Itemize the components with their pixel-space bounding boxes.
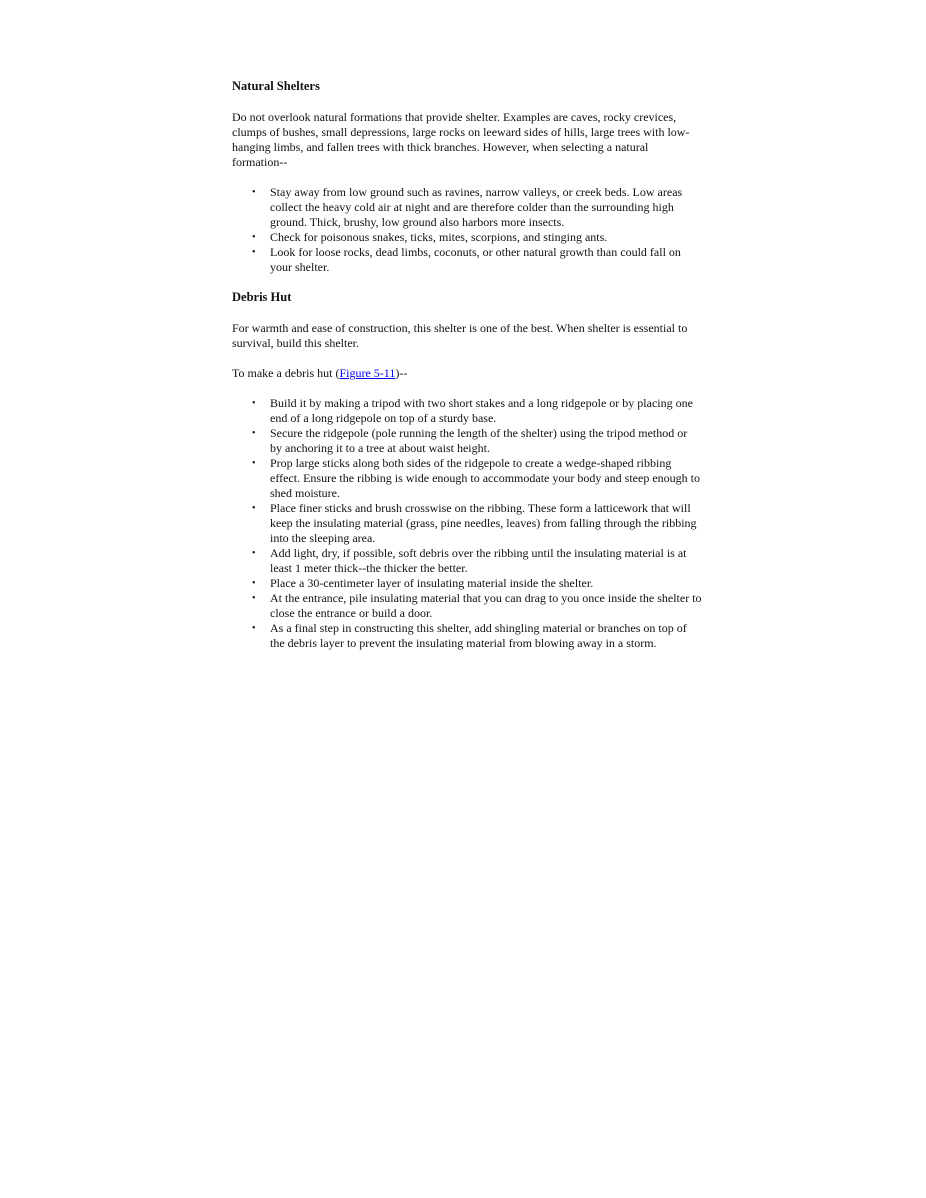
list-item-text: As a final step in constructing this shelter, add shingling material or branches on top of the debris layer to prevent the insulating material from blowing away in a storm.	[270, 621, 687, 650]
list-item-text: Look for loose rocks, dead limbs, coconuts, or other natural growth than could fall on your shelter.	[270, 245, 681, 274]
list-item-text: Stay away from low ground such as ravines, narrow valleys, or creek beds. Low areas collect the heavy cold air at night and are therefore colder than the surrounding high ground. Thick, brushy, low ground also harbors more insects.	[270, 185, 683, 229]
make-prefix: To make a debris hut (	[232, 366, 340, 380]
list-item	[232, 230, 702, 245]
list-item	[232, 456, 702, 501]
document-page	[232, 78, 702, 651]
bullet-icon: •	[252, 548, 256, 559]
debris-hut-list	[232, 396, 702, 651]
debris-hut-heading: Debris Hut	[232, 290, 292, 304]
bullet-icon: •	[252, 398, 256, 409]
list-item	[232, 185, 702, 230]
make-suffix: )--	[395, 366, 408, 380]
list-item	[232, 426, 702, 456]
bullet-icon: •	[252, 593, 256, 604]
list-item	[232, 591, 702, 621]
list-item	[232, 501, 702, 546]
bullet-icon: •	[252, 623, 256, 634]
natural-shelters-list	[232, 185, 702, 275]
list-item	[232, 396, 702, 426]
list-item	[232, 621, 702, 651]
list-item-text: Prop large sticks along both sides of the ridgepole to create a wedge-shaped ribbing effect. Ensure the ribbing is wide enough to accommodate your body and steep enough to shed moisture.	[270, 456, 700, 500]
bullet-icon: •	[252, 458, 256, 469]
natural-shelters-heading: Natural Shelters	[232, 79, 320, 93]
natural-shelters-intro: Do not overlook natural formations that provide shelter. Examples are caves, rocky crevices, clumps of bushes, small depressions, large rocks on leeward sides of hills, large trees with low-hanging limbs, and fallen trees with thick branches. However, when selecting a natural formation--	[232, 110, 690, 169]
list-item-text: Place a 30-centimeter layer of insulating material inside the shelter.	[270, 576, 594, 590]
bullet-icon: •	[252, 232, 256, 243]
bullet-icon: •	[252, 578, 256, 589]
list-item-text: Place finer sticks and brush crosswise on the ribbing. These form a latticework that will keep the insulating material (grass, pine needles, leaves) from falling through the ribbing into the sleeping area.	[270, 501, 697, 545]
bullet-icon: •	[252, 247, 256, 258]
figure-5-11-link[interactable]: Figure 5-11	[339, 366, 396, 380]
list-item-text: Check for poisonous snakes, ticks, mites, scorpions, and stinging ants.	[270, 230, 608, 244]
debris-hut-intro: For warmth and ease of construction, this shelter is one of the best. When shelter is essential to survival, build this shelter.	[232, 321, 688, 350]
debris-hut-make-line	[232, 366, 702, 381]
list-item-text: Build it by making a tripod with two short stakes and a long ridgepole or by placing one end of a long ridgepole on top of a sturdy base.	[270, 396, 693, 425]
list-item	[232, 576, 702, 591]
list-item	[232, 245, 702, 275]
bullet-icon: •	[252, 428, 256, 439]
list-item	[232, 546, 702, 576]
list-item-text: Secure the ridgepole (pole running the length of the shelter) using the tripod method or by anchoring it to a tree at about waist height.	[270, 426, 688, 455]
list-item-text: At the entrance, pile insulating material that you can drag to you once inside the shelter to close the entrance or build a door.	[270, 591, 702, 620]
bullet-icon: •	[252, 503, 256, 514]
list-item-text: Add light, dry, if possible, soft debris over the ribbing until the insulating material is at least 1 meter thick--the thicker the better.	[270, 546, 687, 575]
bullet-icon: •	[252, 187, 256, 198]
